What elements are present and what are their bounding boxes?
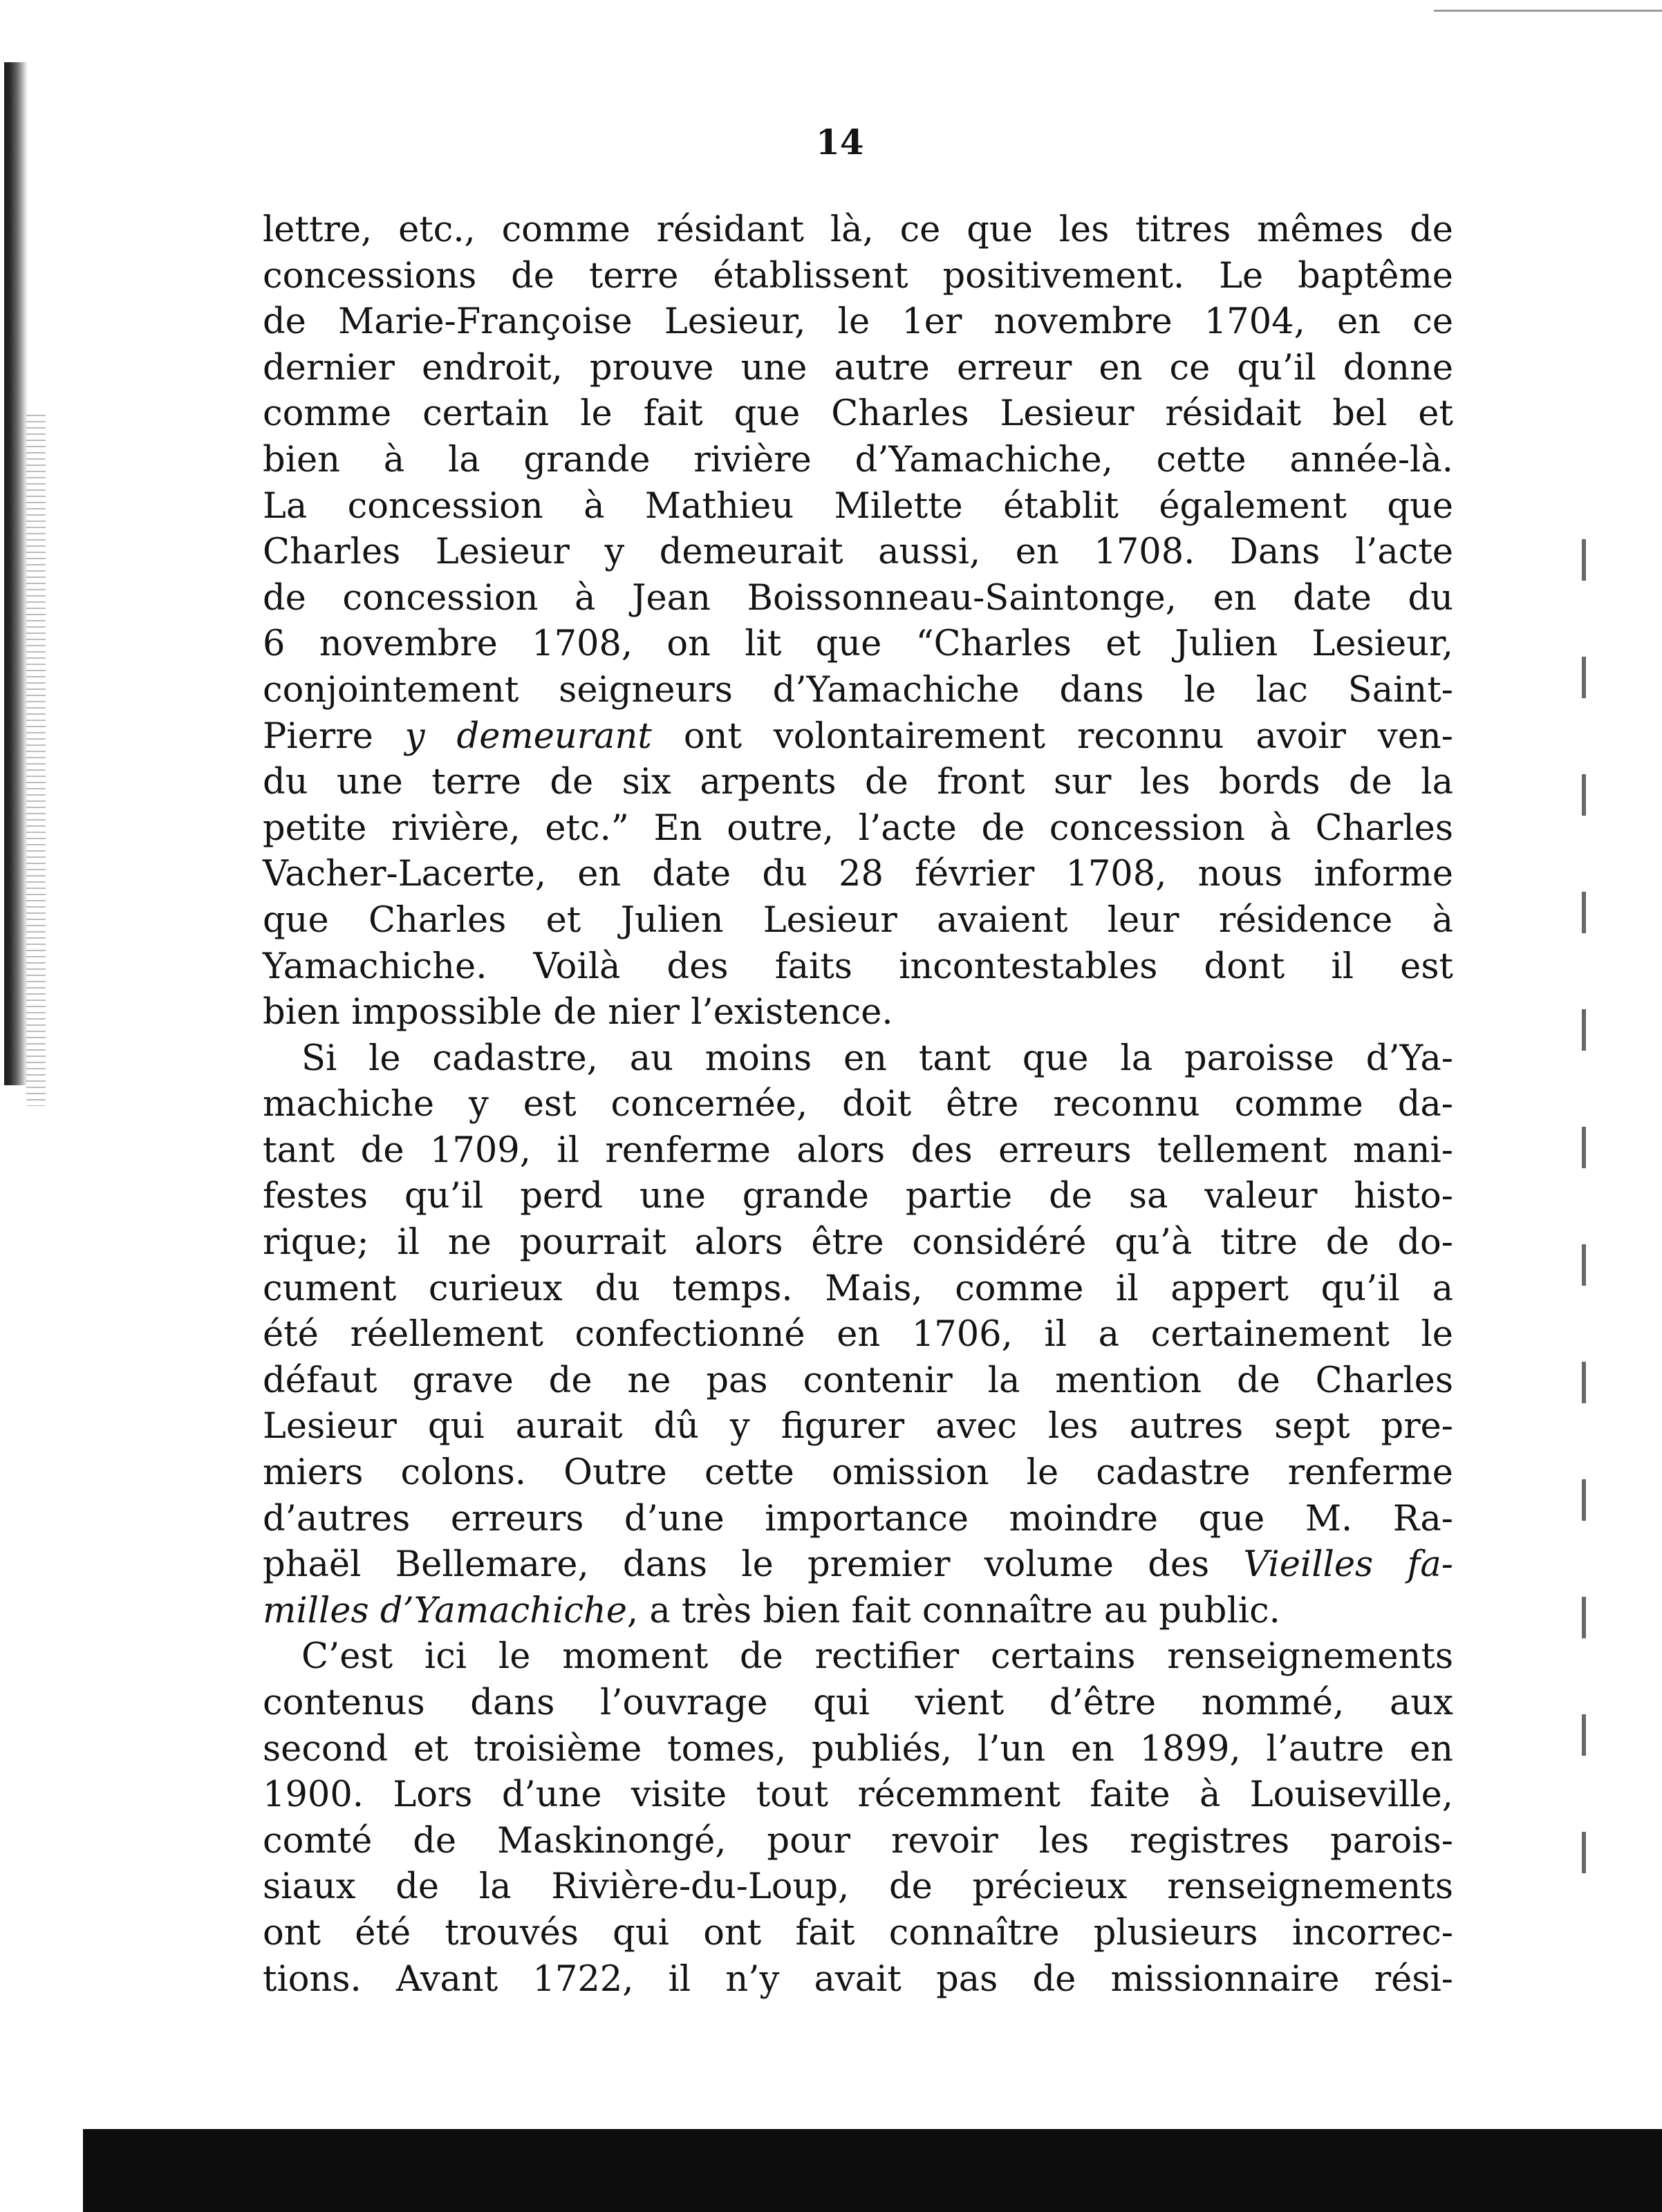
text-segment: ont volontairement reconnu avoir ven- bbox=[651, 715, 1453, 757]
text-line: 1900. Lors d’une visite tout récemment faite à Louiseville, bbox=[263, 1774, 1453, 1816]
text-line: second et troisième tomes, publiés, l’un en 1899, l’autre en bbox=[263, 1728, 1453, 1770]
text-line: comté de Maskinongé, pour revoir les registres parois- bbox=[263, 1820, 1453, 1862]
text-line: bien à la grande rivière d’Yamachiche, cette année-là. bbox=[263, 439, 1453, 480]
text-line: ont été trouvés qui ont fait connaître plusieurs incorrec- bbox=[263, 1912, 1453, 1953]
scan-top-rule bbox=[1434, 10, 1662, 12]
body-text bbox=[263, 207, 1453, 2003]
text-line: contenus dans l’ouvrage qui vient d’être nommé, aux bbox=[263, 1683, 1453, 1723]
text-line: rique; il ne pourrait alors être considéré qu’à titre de do- bbox=[263, 1222, 1453, 1264]
text-line: lettre, etc., comme résidant là, ce que les titres mêmes de bbox=[263, 209, 1453, 250]
text-segment: Pierre bbox=[263, 715, 405, 757]
text-line: bien impossible de nier l’existence. bbox=[263, 992, 893, 1033]
text-segment: , a très bien fait connaître au public. bbox=[626, 1590, 1280, 1631]
text-line bbox=[263, 1588, 1453, 1635]
text-line: Yamachiche. Voilà des faits incontestables dont il est bbox=[263, 946, 1453, 987]
text-line: cument curieux du temps. Mais, comme il appert qu’il a bbox=[263, 1268, 1453, 1309]
text-line: Charles Lesieur y demeurait aussi, en 1708. Dans l’acte bbox=[263, 532, 1453, 573]
text-line: conjointement seigneurs d’Yamachiche dans le lac Saint- bbox=[263, 669, 1453, 711]
text-line bbox=[263, 714, 1453, 760]
italic-segment: Vieilles fa- bbox=[1243, 1544, 1453, 1586]
text-line: du une terre de six arpents de front sur les bords de la bbox=[263, 762, 1453, 803]
text-line: 6 novembre 1708, on lit que “Charles et Julien Lesieur, bbox=[263, 624, 1453, 665]
text-line: festes qu’il perd une grande partie de sa valeur histo- bbox=[263, 1176, 1453, 1217]
text-line: comme certain le fait que Charles Lesieur résidait bel et bbox=[263, 393, 1453, 435]
text-line: de concession à Jean Boissonneau-Saintonge, en date du bbox=[263, 577, 1453, 619]
text-line: tant de 1709, il renferme alors des erreurs tellement mani- bbox=[263, 1130, 1453, 1171]
binding-shadow bbox=[4, 62, 28, 1085]
text-line: miers colons. Outre cette omission le cadastre renferme bbox=[263, 1452, 1453, 1494]
text-line: petite rivière, etc.” En outre, l’acte de concession à Charles bbox=[263, 807, 1453, 849]
italic-segment: milles d’Yamachiche bbox=[263, 1590, 627, 1631]
text-line: Vacher-Lacerte, en date du 28 février 1708, nous informe bbox=[263, 854, 1453, 895]
page-number: 14 bbox=[816, 122, 864, 162]
text-segment: phaël Bellemare, dans le premier volume des bbox=[263, 1544, 1244, 1586]
text-line: défaut grave de ne pas contenir la mention de Charles bbox=[263, 1360, 1453, 1401]
text-line: dernier endroit, prouve une autre erreur en ce qu’il donne bbox=[263, 347, 1453, 388]
text-line: d’autres erreurs d’une importance moindre que M. Ra- bbox=[263, 1498, 1453, 1539]
text-line: siaux de la Rivière-du-Loup, de précieux renseignements bbox=[263, 1866, 1453, 1908]
text-line: Si le cadastre, au moins en tant que la paroisse d’Ya- bbox=[301, 1038, 1453, 1079]
text-line: tions. Avant 1722, il n’y avait pas de missionnaire rési- bbox=[263, 1958, 1453, 2000]
scan-right-edge-marks bbox=[1582, 539, 1586, 1922]
text-line: été réellement confectionné en 1706, il a certainement le bbox=[263, 1314, 1453, 1356]
text-line bbox=[263, 1542, 1453, 1588]
text-line: Lesieur qui aurait dû y figurer avec les autres sept pre- bbox=[263, 1406, 1453, 1447]
italic-segment: y demeurant bbox=[404, 715, 652, 757]
text-line: de Marie-Françoise Lesieur, le 1er novembre 1704, en ce bbox=[263, 301, 1453, 343]
scan-bottom-bar bbox=[83, 2129, 1662, 2212]
text-line: La concession à Mathieu Milette établit également que bbox=[263, 485, 1453, 527]
text-line: machiche y est concernée, doit être reconnu comme da- bbox=[263, 1084, 1453, 1125]
text-line: que Charles et Julien Lesieur avaient leur résidence à bbox=[263, 899, 1453, 941]
text-line: concessions de terre établissent positivement. Le baptême bbox=[263, 255, 1453, 297]
binding-texture bbox=[26, 415, 46, 1106]
text-line: C’est ici le moment de rectifier certains renseignements bbox=[301, 1636, 1453, 1678]
